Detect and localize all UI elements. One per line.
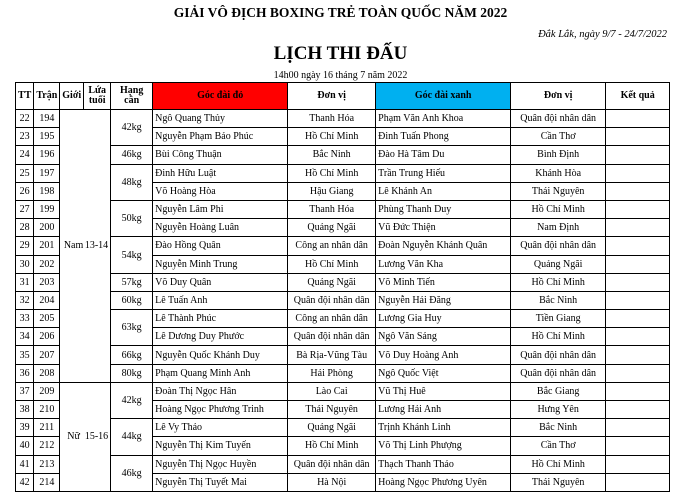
red-boxer: Nguyễn Thị Ngọc Huyền: [153, 455, 288, 473]
blue-unit: Quảng Ngãi: [511, 255, 606, 273]
red-unit: Quân đội nhân dân: [288, 328, 376, 346]
blue-boxer: Thạch Thanh Thảo: [376, 455, 511, 473]
table-row: [16, 310, 670, 328]
row-tt: 30: [16, 255, 34, 273]
row-tt: 31: [16, 273, 34, 291]
blue-unit: Hồ Chí Minh: [511, 455, 606, 473]
red-boxer: Lê Thành Phúc: [153, 310, 288, 328]
red-boxer: Lê Tuấn Anh: [153, 291, 288, 309]
blue-unit: Khánh Hòa: [511, 164, 606, 182]
blue-unit: Nam Định: [511, 219, 606, 237]
col-blue-unit: Đơn vị: [511, 83, 606, 110]
blue-unit: Hồ Chí Minh: [511, 328, 606, 346]
row-tt: 27: [16, 200, 34, 218]
row-tt: 26: [16, 182, 34, 200]
red-unit: Hải Phòng: [288, 364, 376, 382]
row-tt: 37: [16, 382, 34, 400]
result-cell: [606, 146, 670, 164]
blue-boxer: Lương Gia Huy: [376, 310, 511, 328]
col-age: Lứa tuổi: [84, 83, 111, 110]
row-match: 206: [34, 328, 60, 346]
red-unit: Thanh Hóa: [288, 200, 376, 218]
blue-boxer: Võ Duy Hoàng Anh: [376, 346, 511, 364]
table-row: [16, 419, 670, 437]
red-boxer: Nguyễn Lâm Phi: [153, 200, 288, 218]
red-unit: Bà Rịa-Vũng Tàu: [288, 346, 376, 364]
red-unit: Lào Cai: [288, 382, 376, 400]
col-match: Trận: [34, 83, 60, 110]
weight-cell: 50kg: [111, 200, 153, 236]
red-unit: Hồ Chí Minh: [288, 128, 376, 146]
row-match: 195: [34, 128, 60, 146]
red-boxer: Nguyễn Phạm Bảo Phúc: [153, 128, 288, 146]
blue-boxer: Đào Hà Tâm Du: [376, 146, 511, 164]
red-boxer: Ngô Quang Thủy: [153, 110, 288, 128]
weight-cell: 44kg: [111, 419, 153, 455]
age-group-cell: [60, 382, 111, 491]
red-unit: Quân đội nhân dân: [288, 455, 376, 473]
red-unit: Quân đội nhân dân: [288, 291, 376, 309]
result-cell: [606, 328, 670, 346]
blue-boxer: Đoàn Nguyễn Khánh Quân: [376, 237, 511, 255]
blue-boxer: Lương Văn Kha: [376, 255, 511, 273]
weight-cell: 46kg: [111, 146, 153, 164]
blue-unit: Bắc Ninh: [511, 291, 606, 309]
result-cell: [606, 291, 670, 309]
result-cell: [606, 237, 670, 255]
red-boxer: Bùi Công Thuận: [153, 146, 288, 164]
result-cell: [606, 346, 670, 364]
result-cell: [606, 473, 670, 491]
result-cell: [606, 455, 670, 473]
blue-boxer: Lê Khánh An: [376, 182, 511, 200]
age-label: 13-14: [84, 240, 109, 252]
weight-cell: 46kg: [111, 455, 153, 491]
table-row: [16, 346, 670, 364]
row-match: 202: [34, 255, 60, 273]
red-unit: Hồ Chí Minh: [288, 164, 376, 182]
red-boxer: Lê Vy Thảo: [153, 419, 288, 437]
blue-boxer: Vũ Đức Thiện: [376, 219, 511, 237]
tournament-title: GIẢI VÔ ĐỊCH BOXING TRẺ TOÀN QUỐC NĂM 2022: [173, 5, 508, 20]
row-match: 208: [34, 364, 60, 382]
row-match: 201: [34, 237, 60, 255]
row-match: 197: [34, 164, 60, 182]
blue-boxer: Trần Trung Hiếu: [376, 164, 511, 182]
age-label: 15-16: [84, 431, 109, 443]
blue-unit: Bình Định: [511, 146, 606, 164]
col-weight: Hạng cân: [111, 83, 153, 110]
row-match: 213: [34, 455, 60, 473]
red-unit: Hà Nội: [288, 473, 376, 491]
row-tt: 41: [16, 455, 34, 473]
row-match: 211: [34, 419, 60, 437]
row-match: 196: [34, 146, 60, 164]
header-row: [16, 83, 670, 110]
blue-unit: Cần Thơ: [511, 437, 606, 455]
row-match: 199: [34, 200, 60, 218]
row-tt: 23: [16, 128, 34, 146]
col-result: Kết quả: [606, 83, 670, 110]
table-row: [16, 146, 670, 164]
table-row: [16, 237, 670, 255]
row-tt: 34: [16, 328, 34, 346]
schedule-table: [15, 82, 670, 492]
blue-unit: Quân đội nhân dân: [511, 237, 606, 255]
blue-boxer: Lương Hải Anh: [376, 401, 511, 419]
weight-cell: 54kg: [111, 237, 153, 273]
result-cell: [606, 182, 670, 200]
red-boxer: Võ Hoàng Hòa: [153, 182, 288, 200]
red-unit: Công an nhân dân: [288, 310, 376, 328]
red-unit: Bắc Ninh: [288, 146, 376, 164]
blue-unit: Thái Nguyên: [511, 182, 606, 200]
row-match: 204: [34, 291, 60, 309]
result-cell: [606, 437, 670, 455]
blue-unit: Quân đội nhân dân: [511, 364, 606, 382]
table-row: [16, 273, 670, 291]
result-cell: [606, 110, 670, 128]
red-boxer: Võ Duy Quân: [153, 273, 288, 291]
table-row: [16, 200, 670, 218]
row-match: 207: [34, 346, 60, 364]
row-tt: 39: [16, 419, 34, 437]
col-gender: Giới: [60, 83, 84, 110]
row-match: 214: [34, 473, 60, 491]
row-match: 209: [34, 382, 60, 400]
red-boxer: Nguyễn Hoàng Luân: [153, 219, 288, 237]
row-tt: 28: [16, 219, 34, 237]
red-boxer: Lê Dương Duy Phước: [153, 328, 288, 346]
red-boxer: Nguyễn Thị Kim Tuyến: [153, 437, 288, 455]
row-tt: 33: [16, 310, 34, 328]
blue-unit: Hưng Yên: [511, 401, 606, 419]
row-match: 194: [34, 110, 60, 128]
blue-unit: Quân đội nhân dân: [511, 346, 606, 364]
col-red-unit: Đơn vị: [288, 83, 376, 110]
red-boxer: Nguyễn Minh Trung: [153, 255, 288, 273]
blue-boxer: Võ Minh Tiến: [376, 273, 511, 291]
row-tt: 32: [16, 291, 34, 309]
result-cell: [606, 164, 670, 182]
location-date: Đắk Lắk, ngày 9/7 - 24/7/2022: [538, 29, 667, 40]
row-tt: 35: [16, 346, 34, 364]
red-boxer: Đinh Hữu Luật: [153, 164, 288, 182]
red-unit: Thanh Hóa: [288, 110, 376, 128]
blue-boxer: Đinh Tuấn Phong: [376, 128, 511, 146]
row-match: 198: [34, 182, 60, 200]
blue-unit: Hồ Chí Minh: [511, 200, 606, 218]
row-tt: 24: [16, 146, 34, 164]
row-tt: 29: [16, 237, 34, 255]
blue-unit: Cần Thơ: [511, 128, 606, 146]
red-unit: Quảng Ngãi: [288, 419, 376, 437]
col-red-corner: Góc đài đỏ: [153, 83, 288, 110]
red-unit: Hồ Chí Minh: [288, 255, 376, 273]
table-row: [16, 110, 670, 128]
red-unit: Quảng Ngãi: [288, 273, 376, 291]
row-match: 203: [34, 273, 60, 291]
result-cell: [606, 128, 670, 146]
weight-cell: 63kg: [111, 310, 153, 346]
row-tt: 25: [16, 164, 34, 182]
result-cell: [606, 200, 670, 218]
weight-cell: 66kg: [111, 346, 153, 364]
result-cell: [606, 273, 670, 291]
row-match: 205: [34, 310, 60, 328]
result-cell: [606, 364, 670, 382]
row-tt: 36: [16, 364, 34, 382]
blue-boxer: Ngô Quốc Việt: [376, 364, 511, 382]
table-row: [16, 291, 670, 309]
red-boxer: Đào Hồng Quân: [153, 237, 288, 255]
blue-unit: Hồ Chí Minh: [511, 273, 606, 291]
red-boxer: Nguyễn Thị Tuyết Mai: [153, 473, 288, 491]
red-unit: Hậu Giang: [288, 182, 376, 200]
red-unit: Hồ Chí Minh: [288, 437, 376, 455]
row-tt: 40: [16, 437, 34, 455]
row-match: 200: [34, 219, 60, 237]
blue-boxer: Phạm Văn Anh Khoa: [376, 110, 511, 128]
blue-boxer: Võ Thị Linh Phượng: [376, 437, 511, 455]
blue-boxer: Hoàng Ngọc Phương Uyên: [376, 473, 511, 491]
red-boxer: Đoàn Thị Ngọc Hân: [153, 382, 288, 400]
result-cell: [606, 401, 670, 419]
weight-cell: 42kg: [111, 382, 153, 418]
row-match: 210: [34, 401, 60, 419]
result-cell: [606, 419, 670, 437]
row-tt: 42: [16, 473, 34, 491]
gender-label: Nữ: [67, 431, 80, 443]
blue-boxer: Phùng Thanh Duy: [376, 200, 511, 218]
row-match: 212: [34, 437, 60, 455]
blue-unit: Quân đội nhân dân: [511, 110, 606, 128]
blue-boxer: Nguyễn Hải Đăng: [376, 291, 511, 309]
col-blue-corner: Góc đài xanh: [376, 83, 511, 110]
red-boxer: Nguyễn Quốc Khánh Duy: [153, 346, 288, 364]
red-unit: Thái Nguyên: [288, 401, 376, 419]
table-row: [16, 455, 670, 473]
result-cell: [606, 219, 670, 237]
row-tt: 38: [16, 401, 34, 419]
row-tt: 22: [16, 110, 34, 128]
weight-cell: 48kg: [111, 164, 153, 200]
blue-unit: Bắc Giang: [511, 382, 606, 400]
weight-cell: 57kg: [111, 273, 153, 291]
blue-unit: Thái Nguyên: [511, 473, 606, 491]
session-time: 14h00 ngày 16 tháng 7 năm 2022: [273, 70, 408, 81]
age-group-cell: [60, 110, 111, 383]
col-tt: TT: [16, 83, 34, 110]
red-boxer: Hoàng Ngọc Phương Trinh: [153, 401, 288, 419]
table-row: [16, 364, 670, 382]
red-unit: Quảng Ngãi: [288, 219, 376, 237]
result-cell: [606, 310, 670, 328]
schedule-heading: LỊCH THI ĐẤU: [273, 43, 408, 64]
weight-cell: 80kg: [111, 364, 153, 382]
gender-label: Nam: [63, 240, 84, 252]
blue-unit: Tiền Giang: [511, 310, 606, 328]
result-cell: [606, 382, 670, 400]
weight-cell: 60kg: [111, 291, 153, 309]
blue-boxer: Vũ Thị Huê: [376, 382, 511, 400]
weight-cell: 42kg: [111, 110, 153, 146]
blue-unit: Bắc Ninh: [511, 419, 606, 437]
table-row: [16, 382, 670, 400]
red-boxer: Phạm Quang Minh Anh: [153, 364, 288, 382]
blue-boxer: Trịnh Khánh Linh: [376, 419, 511, 437]
red-unit: Công an nhân dân: [288, 237, 376, 255]
table-row: [16, 164, 670, 182]
blue-boxer: Ngô Văn Sáng: [376, 328, 511, 346]
result-cell: [606, 255, 670, 273]
